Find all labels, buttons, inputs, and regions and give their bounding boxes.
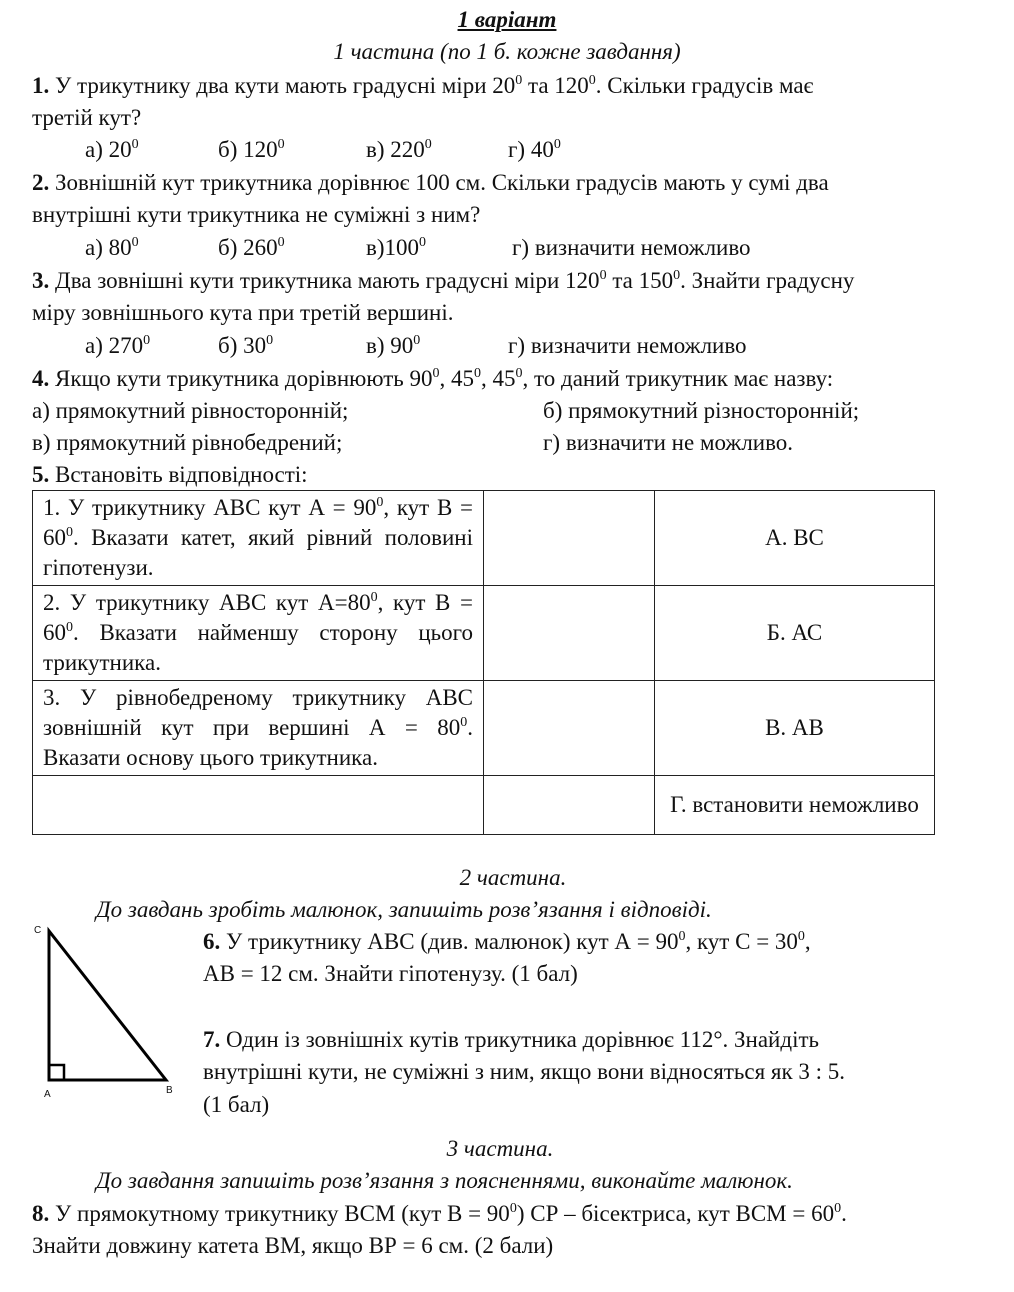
option-label: в) 90 xyxy=(366,333,414,358)
table-row xyxy=(33,776,935,835)
task-7-line-3: (1 бал) xyxy=(203,1092,270,1117)
table-cell-answer: В. АВ xyxy=(655,681,935,776)
task-3-number: 3. xyxy=(32,268,50,293)
option-label: г) визначити неможливо xyxy=(508,333,747,358)
degree-sup: 0 xyxy=(834,1201,842,1216)
triangle-shape xyxy=(49,931,166,1080)
task-3-option-a xyxy=(85,330,150,362)
option-label: б) 30 xyxy=(218,333,267,358)
question-text: , кут В = 60 xyxy=(43,590,473,645)
task-6-text-b: , кут С = 30 xyxy=(685,929,798,954)
task-5-title xyxy=(32,459,308,491)
question-text: . xyxy=(467,715,473,740)
degree-sup: 0 xyxy=(66,620,73,635)
task-1-option-g xyxy=(508,134,561,166)
degree-sup: 0 xyxy=(413,333,421,348)
option-label: а) 80 xyxy=(85,235,132,260)
option-label: а) 20 xyxy=(85,137,132,162)
task-4-text-c: , 45 xyxy=(481,366,516,391)
task-2-text: Зовнішній кут трикутника дорівнює 100 см. Скільки градусів мають у сумі два xyxy=(55,170,829,195)
task-8-text-a: У прямокутному трикутнику ВСМ (кут В = 90 xyxy=(55,1201,510,1226)
task-8-text-c: . xyxy=(841,1201,847,1226)
degree-sup: 0 xyxy=(553,137,561,152)
task-5-text: Встановіть відповідності: xyxy=(55,462,308,487)
task-4-option-g: г) визначити не можливо. xyxy=(543,430,794,455)
task-2-option-v xyxy=(366,232,426,264)
task-3-option-g xyxy=(508,330,747,362)
degree-sup: 0 xyxy=(432,366,440,381)
option-label: а) 270 xyxy=(85,333,144,358)
option-label: г) визначити неможливо xyxy=(512,235,751,260)
task-1-option-b xyxy=(218,134,285,166)
table-cell-blank xyxy=(484,491,655,586)
task-3-line-2: міру зовнішнього кута при третій вершині. xyxy=(32,300,454,325)
table-cell-answer: Б. АС xyxy=(655,586,935,681)
question-text: , кут В = 60 xyxy=(43,495,473,550)
option-label: г) 40 xyxy=(508,137,554,162)
vertex-label-b: B xyxy=(166,1085,173,1096)
table-cell-blank xyxy=(484,776,655,835)
task-2-option-g xyxy=(512,232,751,264)
variant-title xyxy=(0,4,1014,36)
degree-sup: 0 xyxy=(419,235,427,250)
degree-sup: 0 xyxy=(277,137,285,152)
table-cell-question xyxy=(33,586,484,681)
task-4-line-1 xyxy=(32,363,833,395)
task-3-option-v xyxy=(366,330,420,362)
task-1-option-v xyxy=(366,134,432,166)
task-3-text-c: . Знайти градусну xyxy=(680,268,855,293)
degree-sup: 0 xyxy=(515,366,523,381)
task-6-text-a: У трикутнику АВС (див. малюнок) кут А = 90 xyxy=(226,929,679,954)
task-1-line-2: третій кут? xyxy=(32,105,142,130)
degree-sup: 0 xyxy=(588,73,596,88)
task-6-text-c: , xyxy=(804,929,811,954)
vertex-label-c: C xyxy=(34,925,42,936)
task-8-text-b: ) СР – бісектриса, кут ВСМ = 60 xyxy=(516,1201,835,1226)
part2-subtitle: До завдань зробіть малюнок, запишіть розв’язання і відповіді. xyxy=(96,897,712,922)
task-8-line-1 xyxy=(32,1198,847,1230)
task-1-option-a xyxy=(85,134,139,166)
triangle-figure xyxy=(30,922,190,1102)
degree-sup: 0 xyxy=(131,137,139,152)
table-row xyxy=(33,491,935,586)
table-cell-question xyxy=(33,681,484,776)
part3-subtitle: До завдання запишіть розв’язання з поясненнями, виконайте малюнок. xyxy=(96,1168,793,1193)
task-1-text-a: У трикутнику два кути мають градусні міри 20 xyxy=(55,73,516,98)
task-2-line-1 xyxy=(32,167,829,199)
degree-sup: 0 xyxy=(673,268,681,283)
table-cell-answer: Г. встановити неможливо xyxy=(655,776,935,835)
table-row xyxy=(33,586,935,681)
task-6-number: 6. xyxy=(203,929,221,954)
task-1-number: 1. xyxy=(32,73,50,98)
question-text: 2. У трикутнику АВС кут А=80 xyxy=(43,590,371,615)
degree-sup: 0 xyxy=(131,235,139,250)
task-4-text-a: Якщо кути трикутника дорівнюють 90 xyxy=(55,366,433,391)
task-2-number: 2. xyxy=(32,170,50,195)
part1-title: 1 частина (по 1 б. кожне завдання) xyxy=(333,39,681,64)
option-label: в) 220 xyxy=(366,137,425,162)
matching-table xyxy=(32,490,935,835)
degree-sup: 0 xyxy=(797,929,805,944)
task-7-line-1 xyxy=(203,1024,819,1056)
task-7-text: Один із зовнішніх кутів трикутника дорівнює 112°. Знайдіть xyxy=(226,1027,820,1052)
table-row xyxy=(33,681,935,776)
task-3-option-b xyxy=(218,330,273,362)
task-5-number: 5. xyxy=(32,462,50,487)
right-angle-mark xyxy=(49,1065,64,1080)
table-cell-answer: А. ВС xyxy=(655,491,935,586)
question-text: . Вказати найменшу сторону цього трикутника. xyxy=(43,620,473,675)
task-4-option-v: в) прямокутний рівнобедрений; xyxy=(32,430,343,455)
task-4-option-b: б) прямокутний різносторонній; xyxy=(543,398,860,423)
task-1-text-c: . Скільки градусів має xyxy=(595,73,814,98)
task-2-line-2: внутрішні кути трикутника не суміжні з ним? xyxy=(32,202,481,227)
degree-sup: 0 xyxy=(143,333,151,348)
degree-sup: 0 xyxy=(460,715,468,730)
task-2-option-a xyxy=(85,232,139,264)
task-7-number: 7. xyxy=(203,1027,221,1052)
variant-label: 1 варіант xyxy=(457,7,557,32)
degree-sup: 0 xyxy=(474,366,481,381)
question-text: 1. У трикутнику АВС кут А = 90 xyxy=(43,495,377,520)
task-4-option-a: а) прямокутний рівносторонній; xyxy=(32,398,349,423)
degree-sup: 0 xyxy=(376,495,384,510)
task-6-line-2: АВ = 12 см. Знайти гіпотенузу. (1 бал) xyxy=(203,961,578,986)
option-label: в)100 xyxy=(366,235,420,260)
part3-title: 3 частина. xyxy=(446,1136,554,1161)
table-cell-blank xyxy=(33,776,484,835)
question-text: . Вказати катет, який рівний половині гіпотенузи. xyxy=(43,525,473,580)
option-label: б) 260 xyxy=(218,235,278,260)
degree-sup: 0 xyxy=(370,590,378,605)
vertex-label-a: A xyxy=(44,1089,51,1100)
task-3-text-b: та 150 xyxy=(606,268,674,293)
question-text: Вказати основу цього трикутника. xyxy=(43,745,378,770)
task-6-line-1 xyxy=(203,926,811,958)
degree-sup: 0 xyxy=(277,235,285,250)
option-label: б) 120 xyxy=(218,137,278,162)
degree-sup: 0 xyxy=(515,73,523,88)
degree-sup: 0 xyxy=(424,137,432,152)
task-4-text-d: , то даний трикутник має назву: xyxy=(522,366,834,391)
degree-sup: 0 xyxy=(509,1201,517,1216)
question-text: 3. У рівнобедреному трикутнику АВС зовнішній кут при вершині А = 80 xyxy=(43,685,473,740)
part2-title: 2 частина. xyxy=(459,865,567,890)
task-7-line-2: внутрішні кути, не суміжні з ним, якщо вони відносяться як 3 : 5. xyxy=(203,1059,846,1084)
table-cell-question xyxy=(33,491,484,586)
task-2-option-b xyxy=(218,232,285,264)
task-3-line-1 xyxy=(32,265,854,297)
task-8-number: 8. xyxy=(32,1201,50,1226)
task-1-line-1 xyxy=(32,70,813,102)
table-cell-blank xyxy=(484,586,655,681)
task-4-text-b: , 45 xyxy=(439,366,474,391)
degree-sup: 0 xyxy=(599,268,607,283)
table-cell-blank xyxy=(484,681,655,776)
degree-sup: 0 xyxy=(266,333,274,348)
task-1-text-b: та 120 xyxy=(522,73,589,98)
task-3-text-a: Два зовнішні кути трикутника мають градусні міри 120 xyxy=(55,268,600,293)
task-4-number: 4. xyxy=(32,366,50,391)
degree-sup: 0 xyxy=(678,929,686,944)
degree-sup: 0 xyxy=(66,525,73,540)
task-8-line-2: Знайти довжину катета ВМ, якщо ВР = 6 см. (2 бали) xyxy=(32,1233,554,1258)
